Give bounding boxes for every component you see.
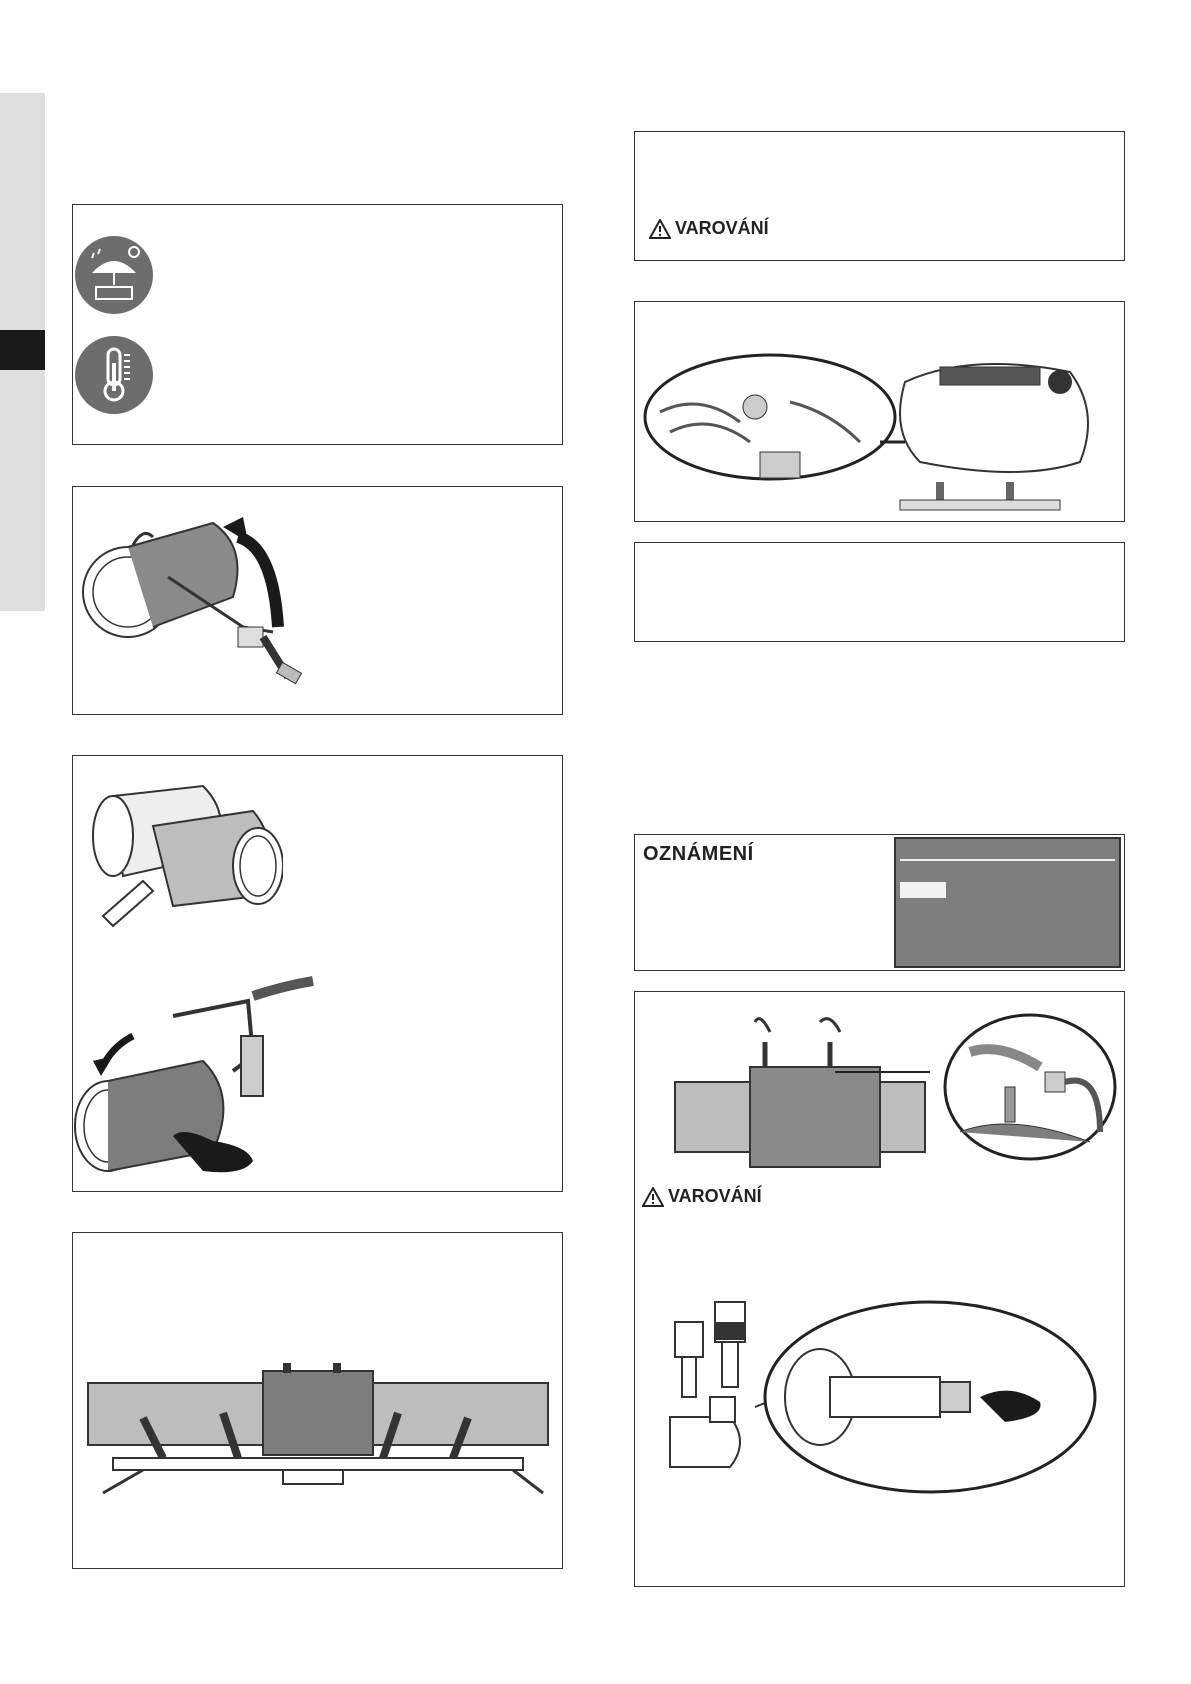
weather-protection-icon	[74, 235, 154, 315]
pipe-scraper-illustration	[73, 487, 561, 713]
connector-plug-illustration	[660, 1297, 1110, 1507]
notice-display-panel	[894, 837, 1121, 968]
panel-divider	[900, 859, 1115, 861]
warning-text-top: VAROVÁNÍ	[675, 218, 769, 238]
notice-title: OZNÁMENÍ	[643, 843, 754, 865]
pipe-positioner-illustration	[83, 1363, 553, 1508]
warning-label-bottom	[642, 1186, 762, 1207]
positioner-box	[72, 1232, 563, 1569]
panel-highlight	[900, 882, 946, 898]
warning-label-top	[649, 218, 769, 239]
environment-box	[72, 204, 563, 445]
warning-box-top	[634, 131, 1125, 261]
pipe-marking-illustration	[83, 776, 283, 931]
warning-triangle-icon	[642, 1187, 664, 1207]
fitting-connection-illustration	[670, 1012, 1120, 1172]
welder-box	[634, 301, 1125, 522]
notice-box	[634, 834, 1125, 971]
text-box-empty	[634, 542, 1125, 642]
welder-heating-illustration	[640, 352, 1120, 517]
pipe-scraper-box	[72, 486, 563, 715]
pipe-peeling-illustration	[73, 976, 333, 1186]
marking-peeling-box	[72, 755, 563, 1192]
chapter-tab	[0, 330, 45, 370]
connection-box	[634, 991, 1125, 1587]
thermometer-icon	[74, 335, 154, 415]
warning-text-bottom: VAROVÁNÍ	[668, 1186, 762, 1206]
warning-triangle-icon	[649, 219, 671, 239]
